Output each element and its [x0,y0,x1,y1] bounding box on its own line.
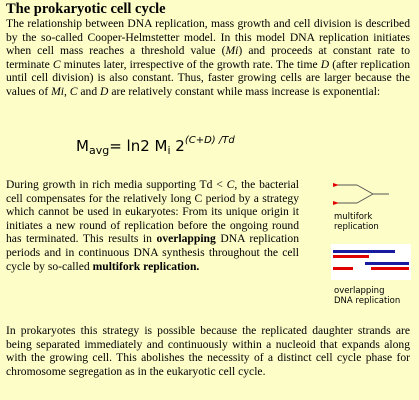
overlapping-replication-diagram [331,244,411,280]
multifork-diagram [331,176,411,212]
multifork-paragraph: During growth in rich media supporting Td < C, the bacterial cell compensates for the relatively long C period by a strategy which cannot be used in eukaryotes: From its unique origin it initiates a new round of replication before the ongoing round has terminated. This results in overlapping DNA replication periods and in continuous DNA synthesis throughout the cell cycle by so-called multifork replication. [6,178,299,273]
mass-formula: $M_{avg}= \ln 2$ $M_i$ $2^{(C+D) /Td}$ [76,135,235,157]
overlapping-caption: overlapping DNA replication [334,286,401,306]
closing-paragraph: In prokaryotes this strategy is possible because the replicated daughter strands are being separated immediately and continuously within a nucleoid that expands along with the growing cell. This abolishes the necessity of a distinct cell cycle phase for chromosome segregation as in the eukaryotic cell cycle. [6,324,410,378]
page-title: The prokaryotic cell cycle [6,1,166,17]
multifork-caption: multifork replication [334,212,379,232]
intro-paragraph: The relationship between DNA replication, mass growth and cell division is described by the so-called Cooper-Helmstetter model. In this model DNA replication initiates when cell mass reaches a threshold value (Mi) and proceeds at constant rate to terminate C minutes later, irrespective of the growth rate. The time D (after replication until cell division) is also constant. Thus, faster growing cells are larger because the values of Mi, C and D are relatively constant while mass increase is exponential: [6,17,410,98]
